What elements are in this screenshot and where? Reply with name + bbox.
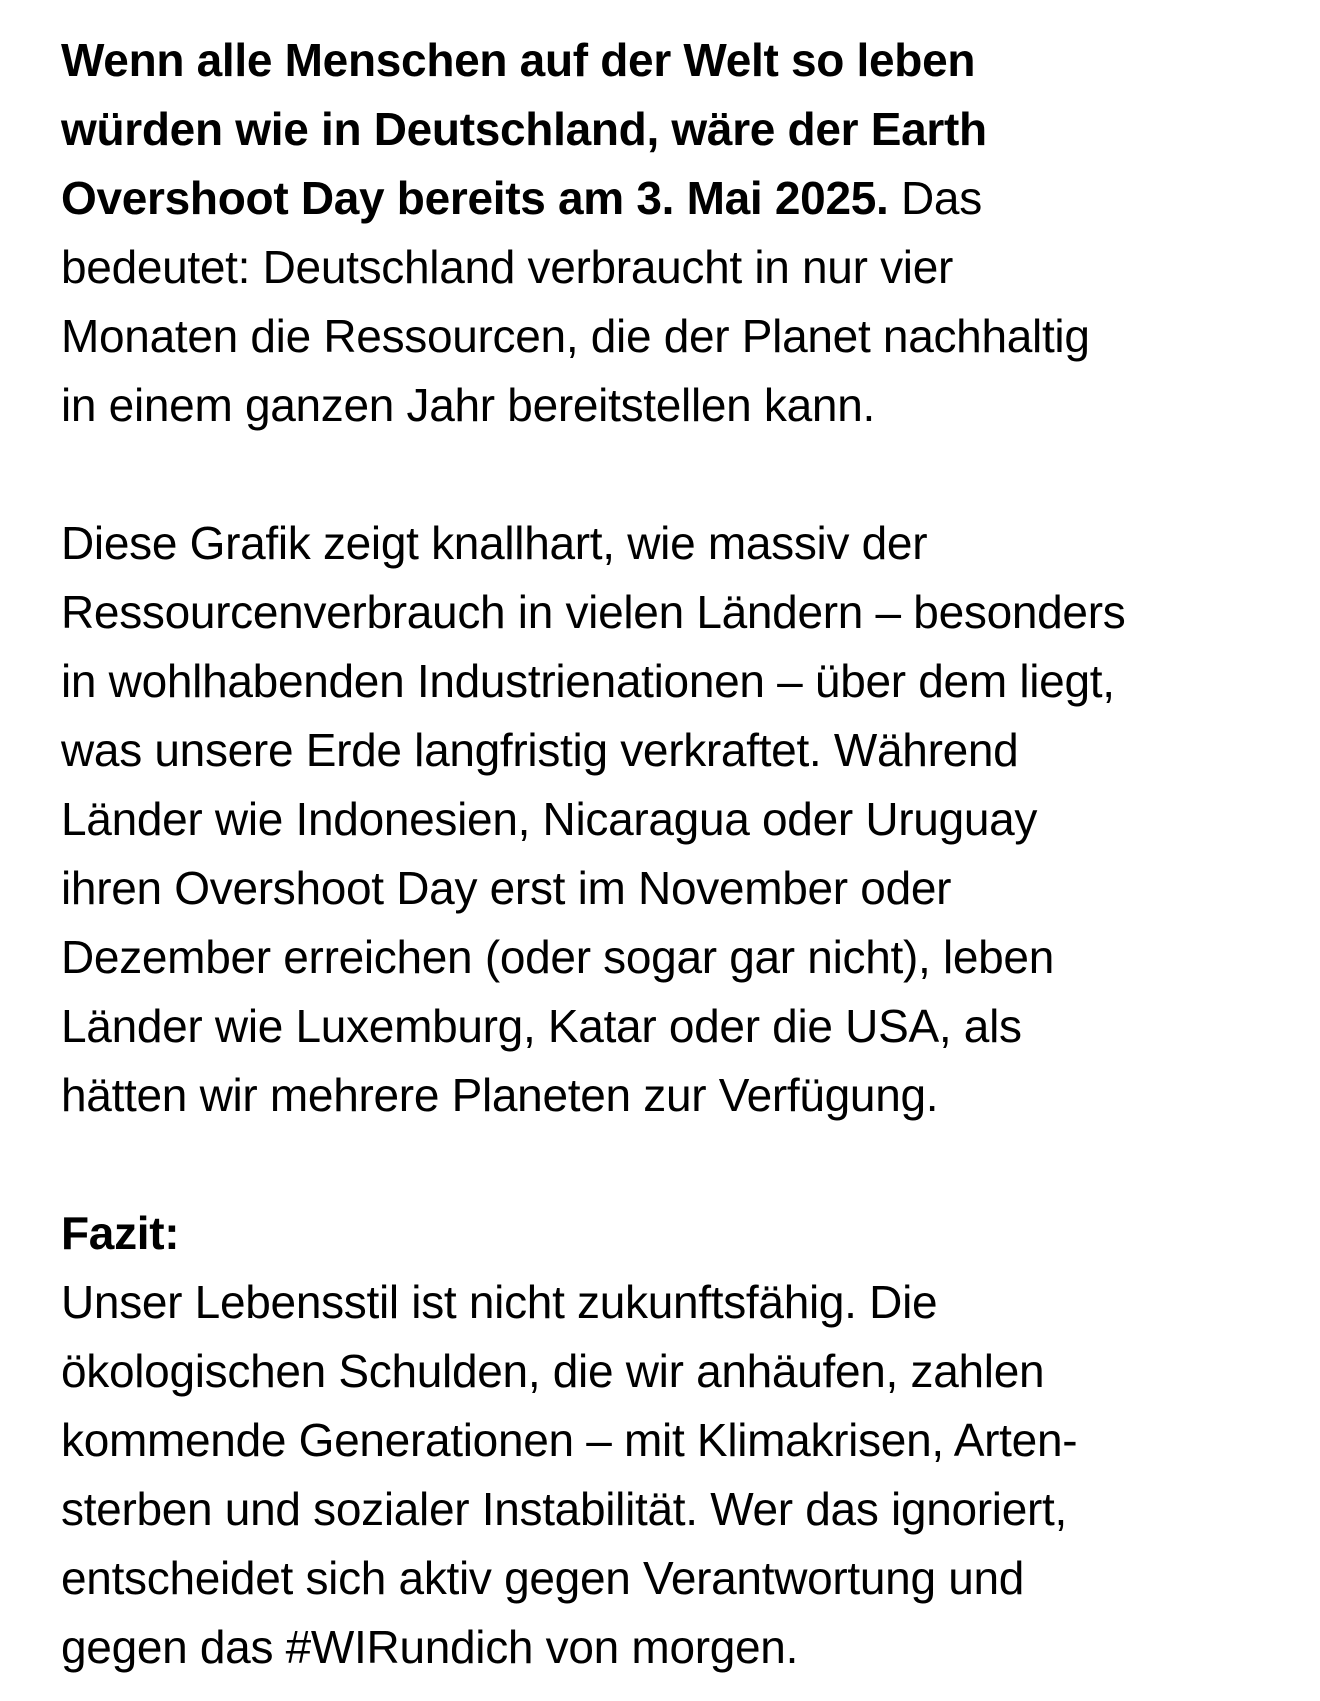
text-line: in einem ganzen Jahr bereitstellen kann. [61, 379, 875, 431]
intro-paragraph [61, 26, 1276, 440]
post-text [61, 26, 1276, 1682]
text-line: hätten wir mehrere Planeten zur Verfügung. [61, 1069, 939, 1121]
text-line: Overshoot Day bereits am 3. Mai 2025. Das [61, 172, 982, 224]
text-line: kommende Generationen – mit Klimakrisen, Arten- [61, 1414, 1078, 1466]
conclusion-paragraph [61, 1199, 1276, 1682]
paragraph-gap [61, 440, 1276, 509]
text-line: bedeutet: Deutschland verbraucht in nur vier [61, 241, 953, 293]
text-line: Dezember erreichen (oder sogar gar nicht), leben [61, 931, 1054, 983]
text-line: was unsere Erde langfristig verkraftet. Während [61, 724, 1019, 776]
paragraph-gap [61, 1130, 1276, 1199]
text-line: Ressourcenverbrauch in vielen Ländern – besonders [61, 586, 1126, 638]
analysis-paragraph [61, 509, 1276, 1130]
text-line: Diese Grafik zeigt knallhart, wie massiv der [61, 517, 928, 569]
text-line: sterben und sozialer Instabilität. Wer das ignoriert, [61, 1483, 1067, 1535]
text-line: Wenn alle Menschen auf der Welt so leben [61, 34, 976, 86]
text-line: Länder wie Indonesien, Nicaragua oder Uruguay [61, 793, 1038, 845]
conclusion-heading: Fazit: [61, 1207, 180, 1259]
text-line: Monaten die Ressourcen, die der Planet nachhaltig [61, 310, 1090, 362]
text-line: entscheidet sich aktiv gegen Verantwortung und [61, 1552, 1025, 1604]
text-line: würden wie in Deutschland, wäre der Earth [61, 103, 987, 155]
text-line: ökologischen Schulden, die wir anhäufen, zahlen [61, 1345, 1045, 1397]
text-line: ihren Overshoot Day erst im November oder [61, 862, 952, 914]
text-line: Länder wie Luxemburg, Katar oder die USA, als [61, 1000, 1022, 1052]
text-line: gegen das #WIRundich von morgen. [61, 1621, 799, 1673]
text-line: in wohlhabenden Industrienationen – über dem liegt, [61, 655, 1115, 707]
text-line: Unser Lebensstil ist nicht zukunftsfähig. Die [61, 1276, 938, 1328]
